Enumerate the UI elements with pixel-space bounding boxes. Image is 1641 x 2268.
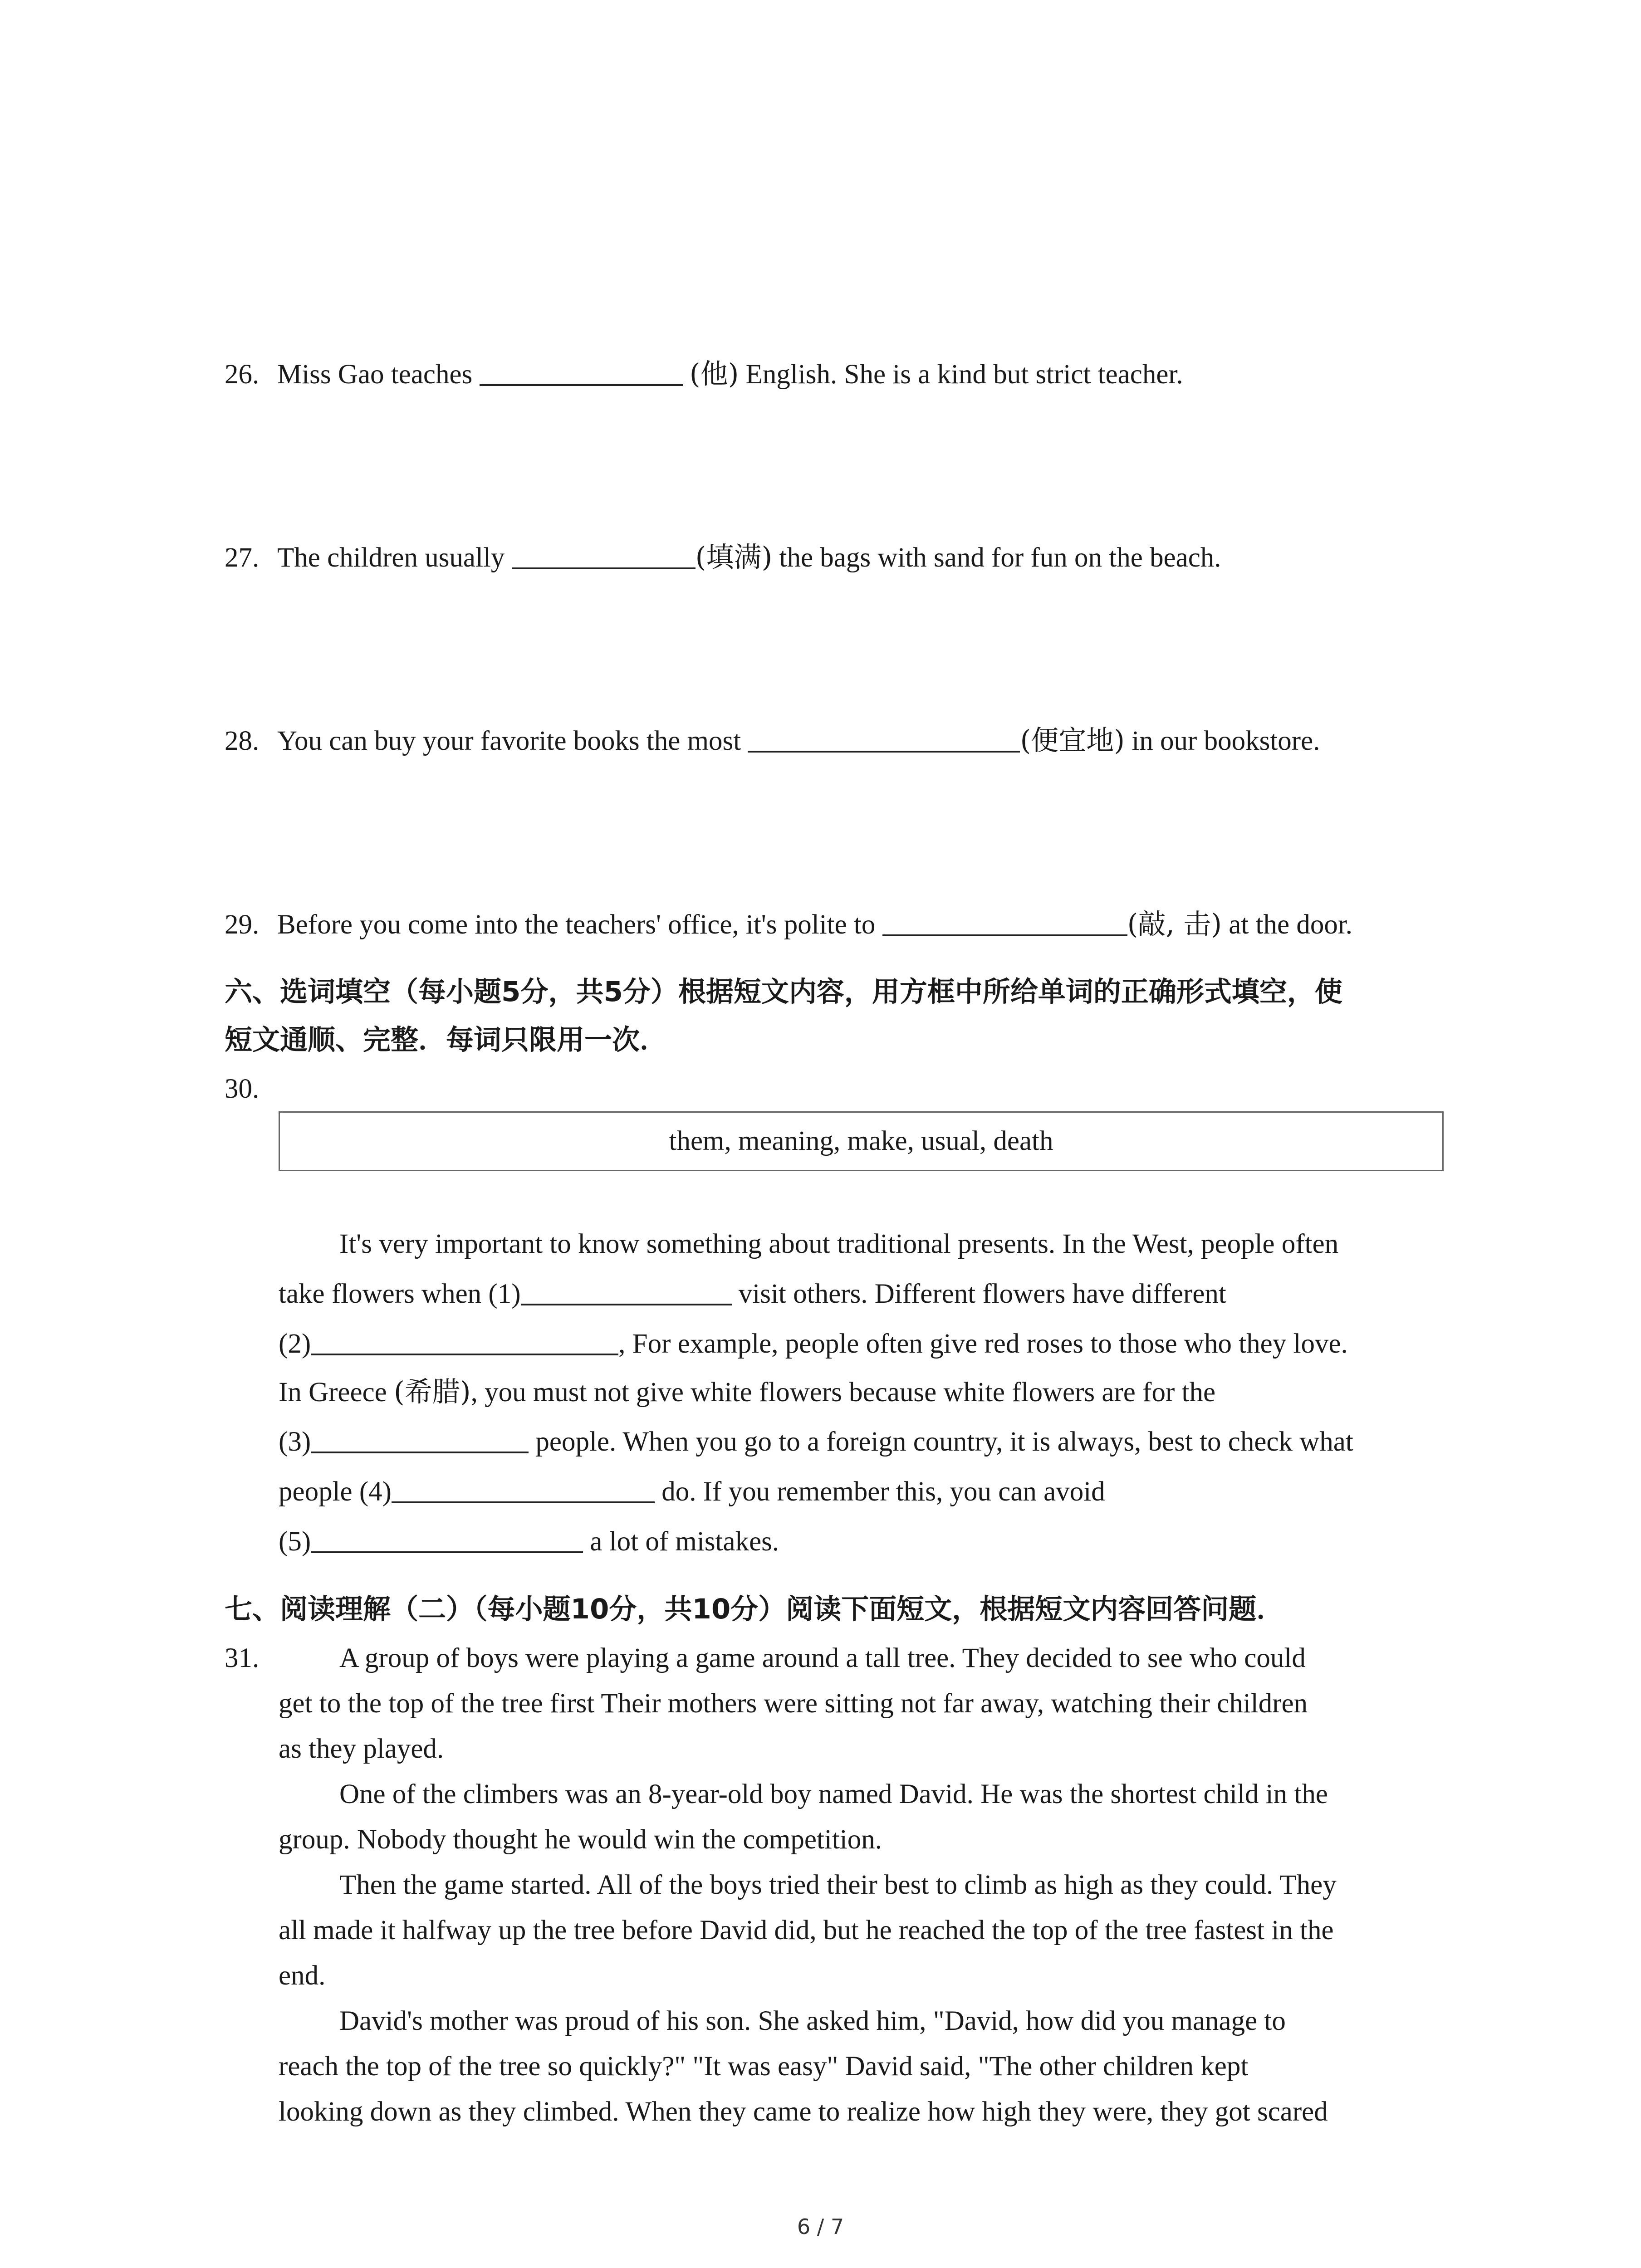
- section-7-heading: 七、阅读理解（二）（每小题10分，共10分）阅读下面短文，根据短文内容回答问题．: [225, 1593, 1284, 1625]
- question-text-end: the bags with sand for fun on the beach.: [772, 543, 1221, 573]
- question-text: Miss Gao teaches: [277, 359, 480, 390]
- passage-line-7: (5) a lot of mistakes.: [279, 1526, 779, 1557]
- passage-line-4: In Greece (希腊), you must not give white flowers because white flowers are for the: [279, 1376, 1216, 1408]
- question-text: Before you come into the teachers' office, it's polite to: [277, 909, 882, 940]
- reading-line-8: end.: [279, 1960, 326, 1991]
- answer-blank[interactable]: [748, 751, 1020, 753]
- question-27: [225, 543, 1221, 572]
- answer-blank[interactable]: [480, 384, 683, 386]
- question-28: [225, 724, 1320, 757]
- question-number: 27.: [225, 543, 260, 573]
- question-text-end: in our bookstore.: [1125, 726, 1320, 756]
- chinese-hint: (希腊): [393, 1376, 471, 1408]
- answer-blank-1[interactable]: [521, 1304, 732, 1305]
- question-text-end: at the door.: [1222, 909, 1353, 940]
- reading-line-9: David's mother was proud of his son. She asked him, "David, how did you manage to: [339, 2006, 1286, 2036]
- answer-blank-2[interactable]: [311, 1354, 618, 1355]
- chinese-hint: (他): [689, 358, 739, 390]
- passage-line-6: people (4) do. If you remember this, you can avoid: [279, 1476, 1105, 1507]
- question-31-number: 31.: [225, 1643, 260, 1673]
- question-text: The children usually: [277, 543, 512, 573]
- answer-blank[interactable]: [882, 934, 1127, 936]
- chinese-hint: (便宜地): [1020, 724, 1125, 757]
- section-6-heading-line-1: 六、选词填空（每小题5分，共5分）根据短文内容，用方框中所给单词的正确形式填空，使: [225, 976, 1342, 1008]
- reading-line-2: get to the top of the tree first Their mothers were sitting not far away, watching their children: [279, 1688, 1308, 1719]
- question-text: You can buy your favorite books the most: [277, 726, 748, 756]
- question-29: [225, 910, 1352, 938]
- reading-line-10: reach the top of the tree so quickly?" "It was easy" David said, "The other children kept: [279, 2051, 1249, 2082]
- reading-line-4: One of the climbers was an 8-year-old boy named David. He was the shortest child in the: [339, 1779, 1328, 1809]
- question-30-number: 30.: [225, 1074, 260, 1104]
- reading-line-5: group. Nobody thought he would win the competition.: [279, 1824, 882, 1855]
- reading-line-3: as they played.: [279, 1734, 444, 1764]
- chinese-hint: (填满): [695, 541, 773, 573]
- question-26: [225, 360, 1183, 388]
- reading-line-7: all made it halfway up the tree before David did, but he reached the top of the tree fastest in the: [279, 1915, 1334, 1945]
- question-number: 29.: [225, 909, 260, 940]
- answer-blank-4[interactable]: [392, 1501, 655, 1503]
- question-number: 26.: [225, 359, 260, 390]
- question-number: 28.: [225, 726, 260, 756]
- passage-line-3: (2) , For example, people often give red roses to those who they love.: [279, 1329, 1348, 1359]
- answer-blank[interactable]: [512, 567, 696, 569]
- section-6-heading-line-2: 短文通顺、完整．每词只限用一次．: [225, 1024, 668, 1056]
- chinese-hint: (敲, 击): [1127, 908, 1222, 940]
- passage-line-1: It's very important to know something about traditional presents. In the West, people often: [339, 1229, 1339, 1259]
- word-box: them, meaning, make, usual, death: [279, 1111, 1444, 1171]
- reading-line-6: Then the game started. All of the boys tried their best to climb as high as they could. They: [339, 1870, 1337, 1900]
- passage-line-2: take flowers when (1) visit others. Different flowers have different: [279, 1279, 1226, 1309]
- answer-blank-5[interactable]: [311, 1551, 583, 1553]
- reading-line-11: looking down as they climbed. When they came to realize how high they were, they got scared: [279, 2097, 1328, 2127]
- passage-line-5: (3) people. When you go to a foreign country, it is always, best to check what: [279, 1427, 1353, 1457]
- answer-blank-3[interactable]: [311, 1452, 529, 1453]
- reading-line-1: A group of boys were playing a game around a tall tree. They decided to see who could: [339, 1643, 1306, 1673]
- page-number: 6 / 7: [797, 2214, 844, 2239]
- question-text-end: English. She is a kind but strict teacher.: [739, 359, 1183, 390]
